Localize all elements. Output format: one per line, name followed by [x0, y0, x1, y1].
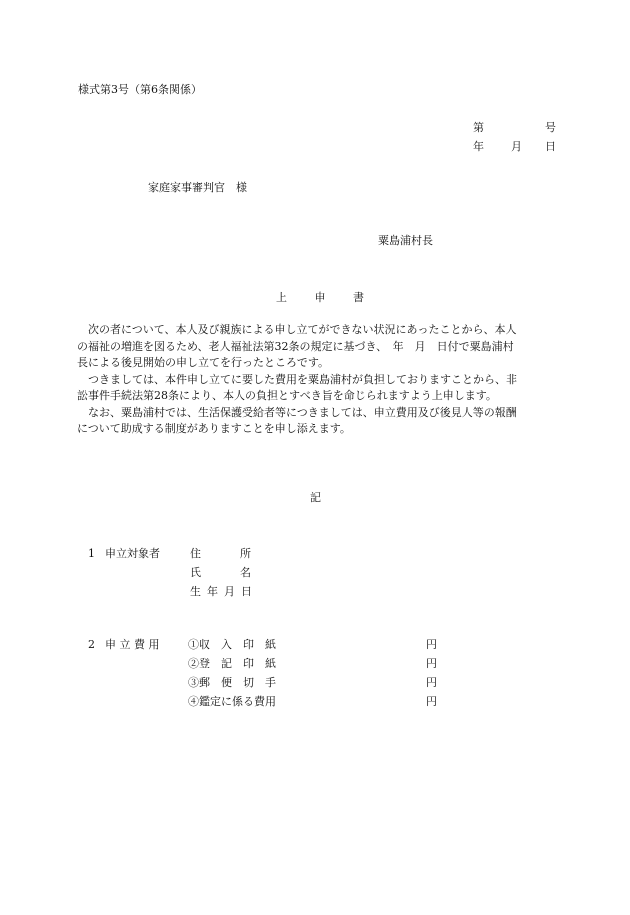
- field-address-char-2: 所: [240, 547, 251, 560]
- date-day: 日: [545, 140, 556, 153]
- body-line: つきましては、本件申し立てに要した費用を粟島浦村が負担しておりますことから、非: [77, 372, 517, 386]
- cost-item-unit: 円: [426, 695, 437, 708]
- document-number-prefix: 第: [473, 121, 484, 134]
- section1-label: 申立対象者: [105, 547, 160, 560]
- field-birthdate-char-4: 日: [241, 585, 252, 598]
- ki-heading: 記: [310, 491, 321, 504]
- document-title: [276, 290, 364, 307]
- cost-item-label: ①収 入 印 紙: [188, 638, 276, 651]
- sender: 粟島浦村長: [378, 234, 433, 247]
- date-year: 年: [473, 140, 484, 153]
- date-month: 月: [511, 140, 522, 153]
- body-line: なお、粟島浦村では、生活保護受給者等につきましては、申立費用及び後見人等の報酬: [77, 405, 517, 419]
- document-number-suffix: 号: [545, 121, 556, 134]
- field-birthdate-char-2: 年: [207, 585, 218, 598]
- field-birthdate-char-1: 生: [190, 585, 201, 598]
- body-line: 次の者について、本人及び親族による申し立てができない状況にあったことから、本人: [77, 323, 517, 336]
- cost-row: [0, 637, 630, 655]
- section1-row-name: [0, 565, 630, 583]
- cost-item-label: ③郵 便 切 手: [188, 676, 276, 689]
- cost-item-unit: 円: [426, 657, 437, 670]
- body-line: 訟事件手続法第28条により、本人の負担とすべき旨を命じられますよう上申します。: [77, 389, 497, 402]
- cost-row: [0, 656, 630, 674]
- field-birthdate-char-3: 月: [224, 585, 235, 598]
- title-char-3: 書: [353, 291, 364, 304]
- body-line: 長による後見開始の申し立てを行ったところです。: [77, 356, 330, 369]
- body-line: の福祉の増進を図るため、老人福祉法第32条の規定に基づき、 年 月 日付で粟島浦村: [77, 339, 514, 353]
- field-address-char-1: 住: [190, 547, 201, 560]
- body-text: [77, 322, 565, 438]
- title-char-1: 上: [276, 291, 287, 304]
- cost-row: [0, 694, 630, 712]
- section2-number: 2: [88, 638, 95, 651]
- cost-item-unit: 円: [426, 638, 437, 651]
- title-char-2: 申: [314, 291, 326, 304]
- addressee: 家庭家事審判官 様: [148, 181, 247, 194]
- form-label: 様式第3号（第6条関係）: [78, 83, 202, 96]
- cost-row: [0, 675, 630, 693]
- section2-label: 申 立 費 用: [105, 638, 160, 651]
- section1-number: 1: [88, 547, 95, 560]
- section1-row-birthdate: [0, 584, 630, 602]
- field-name-char-1: 氏: [190, 566, 201, 579]
- section1-row-address: [0, 546, 630, 564]
- cost-item-label: ④鑑定に係る費用: [188, 695, 276, 708]
- cost-item-unit: 円: [426, 676, 437, 689]
- body-line: について助成する制度がありますことを申し添えます。: [77, 422, 351, 435]
- field-name-char-2: 名: [240, 566, 251, 579]
- cost-item-label: ②登 記 印 紙: [188, 657, 276, 670]
